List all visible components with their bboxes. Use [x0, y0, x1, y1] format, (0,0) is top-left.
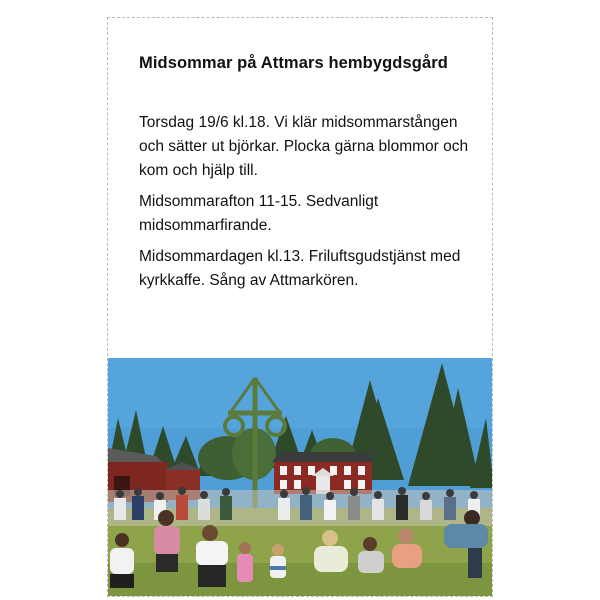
- poster-body: [139, 111, 479, 300]
- event-poster: [107, 17, 493, 597]
- paragraph-midsummer-eve: Midsommarafton 11-15. Sedvanligt midsommarfirande.: [139, 193, 379, 234]
- poster-title: Midsommar på Attmars hembygdsgård: [139, 54, 448, 72]
- red-house: [272, 452, 374, 494]
- paragraph-midsummer-day: Midsommardagen kl.13. Friluftsgudstjänst med kyrkkaffe. Sång av Attmarkören.: [139, 248, 461, 289]
- photo-illustration: [108, 358, 493, 597]
- paragraph-thursday: Torsdag 19/6 kl.18. Vi klär midsommarstången och sätter ut björkar. Plocka gärna blommor och kom och hjälp till.: [139, 114, 469, 179]
- midsummer-photo: [108, 358, 493, 597]
